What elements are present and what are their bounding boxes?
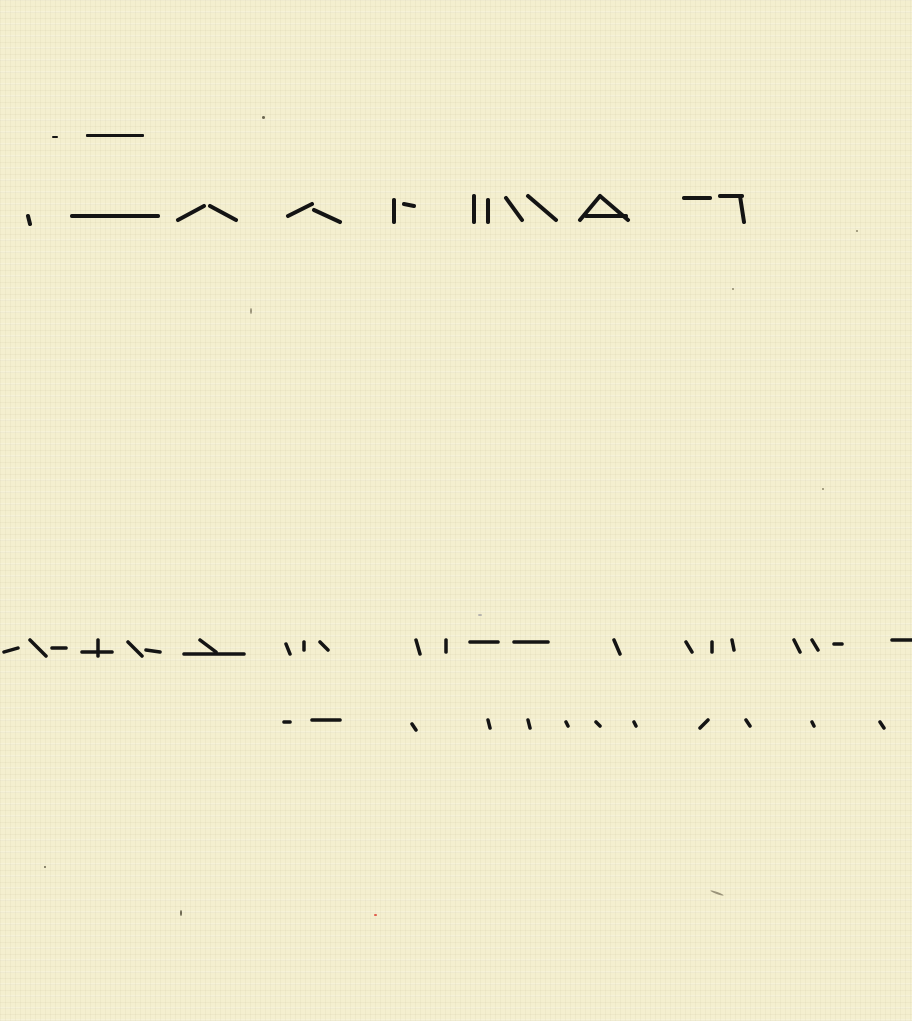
body2-stroke-3 [412,724,416,730]
body2-stroke-5 [528,720,530,728]
body2-stroke-6 [566,722,568,726]
body2-stroke-12 [880,722,884,728]
body2-stroke-4 [488,720,490,728]
paper-speck [478,614,482,616]
paper-speck [710,890,724,897]
paper-speck [374,914,377,916]
body2-stroke-9 [700,720,708,728]
paper-speck [732,288,734,290]
paper-speck [262,116,265,119]
body2-stroke-7 [596,722,600,726]
paper-speck [250,308,252,314]
paper-speck [44,866,46,868]
body2-stroke-11 [812,722,814,726]
paper-speck [856,230,858,232]
body2-stroke-8 [634,722,636,726]
paper-speck [822,488,824,490]
body2-stroke-10 [746,720,750,726]
paper-speck [180,910,182,916]
